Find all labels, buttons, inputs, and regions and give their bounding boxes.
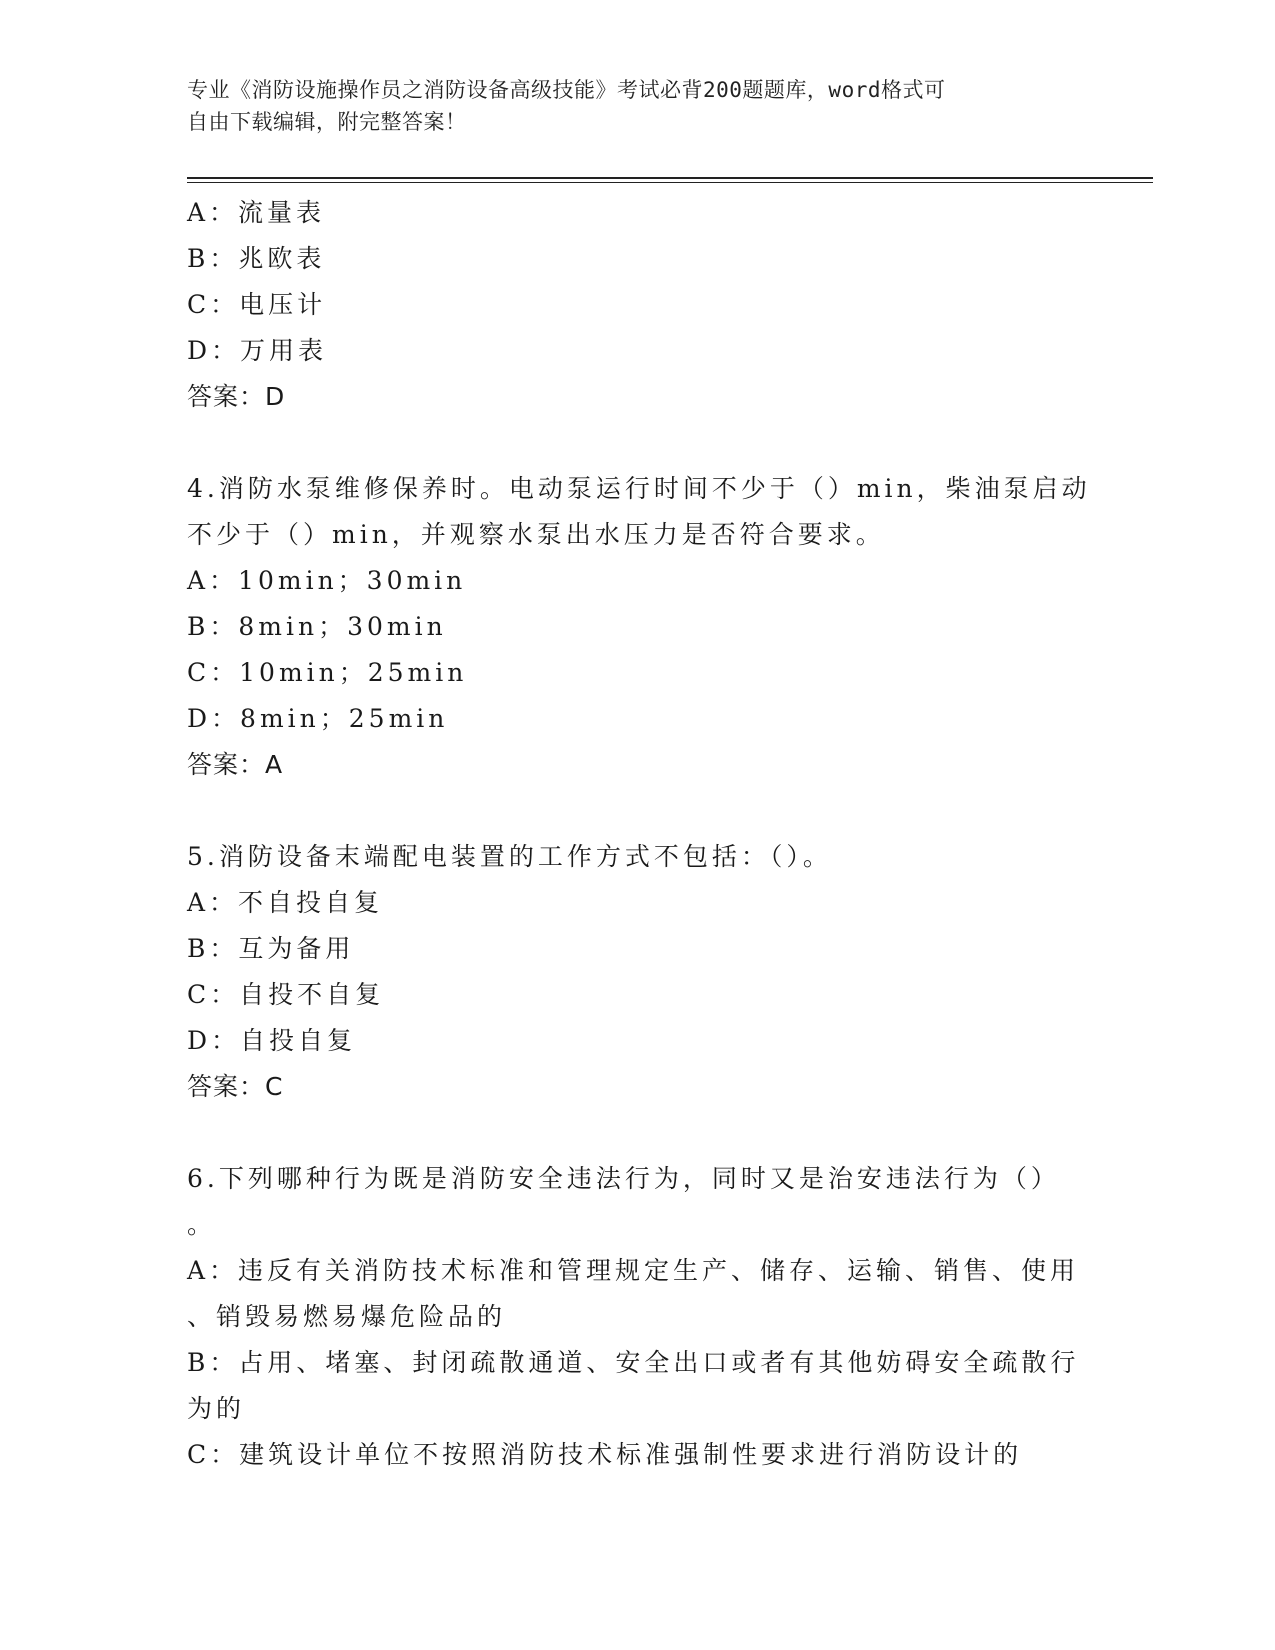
header-line-2: 自由下载编辑，附完整答案！	[187, 110, 467, 134]
option-a-line-2: 、销毁易燃易爆危险品的	[187, 1302, 507, 1331]
option-c: C：建筑设计单位不按照消防技术标准强制性要求进行消防设计的	[187, 1440, 1023, 1469]
option-b: B：8min；30min	[187, 612, 447, 641]
option-d: D：万用表	[187, 336, 328, 365]
option-b-line-2: 为的	[187, 1394, 246, 1423]
option-d: D：自投自复	[187, 1026, 357, 1055]
question-stem-line-2: 不少于（）min，并观察水泵出水压力是否符合要求。	[187, 520, 885, 549]
question-3-fragment	[187, 190, 1087, 420]
question-4	[187, 466, 1091, 788]
option-a: A：流量表	[187, 198, 326, 227]
option-b: B：互为备用	[187, 934, 355, 963]
answer: 答案：C	[187, 1072, 284, 1101]
option-a: A：10min；30min	[187, 566, 467, 595]
question-stem-line-1: 6.下列哪种行为既是消防安全违法行为，同时又是治安违法行为（）	[187, 1164, 1060, 1193]
option-c: C：自投不自复	[187, 980, 385, 1009]
document-header	[187, 74, 1087, 138]
question-list	[187, 190, 1091, 1478]
question-6	[187, 1156, 1087, 1478]
answer: 答案：A	[187, 750, 284, 779]
header-divider-thick	[187, 177, 1153, 179]
option-a-line-1: A：违反有关消防技术标准和管理规定生产、储存、运输、销售、使用	[187, 1256, 1080, 1285]
answer: 答案：D	[187, 382, 286, 411]
question-5	[187, 834, 1087, 1110]
option-c: C：10min；25min	[187, 658, 468, 687]
option-a: A：不自投自复	[187, 888, 384, 917]
question-stem: 5.消防设备末端配电装置的工作方式不包括：（）。	[187, 842, 832, 871]
option-d: D：8min；25min	[187, 704, 449, 733]
header-divider-thin	[187, 182, 1153, 183]
option-c: C：电压计	[187, 290, 327, 319]
option-b-line-1: B：占用、堵塞、封闭疏散通道、安全出口或者有其他妨碍安全疏散行	[187, 1348, 1080, 1377]
question-stem-line-2: 。	[187, 1210, 217, 1239]
question-stem-line-1: 4.消防水泵维修保养时。电动泵运行时间不少于（）min，柴油泵启动	[187, 474, 1091, 503]
header-line-1: 专业《消防设施操作员之消防设备高级技能》考试必背200题题库，word格式可	[187, 78, 946, 102]
option-b: B：兆欧表	[187, 244, 326, 273]
